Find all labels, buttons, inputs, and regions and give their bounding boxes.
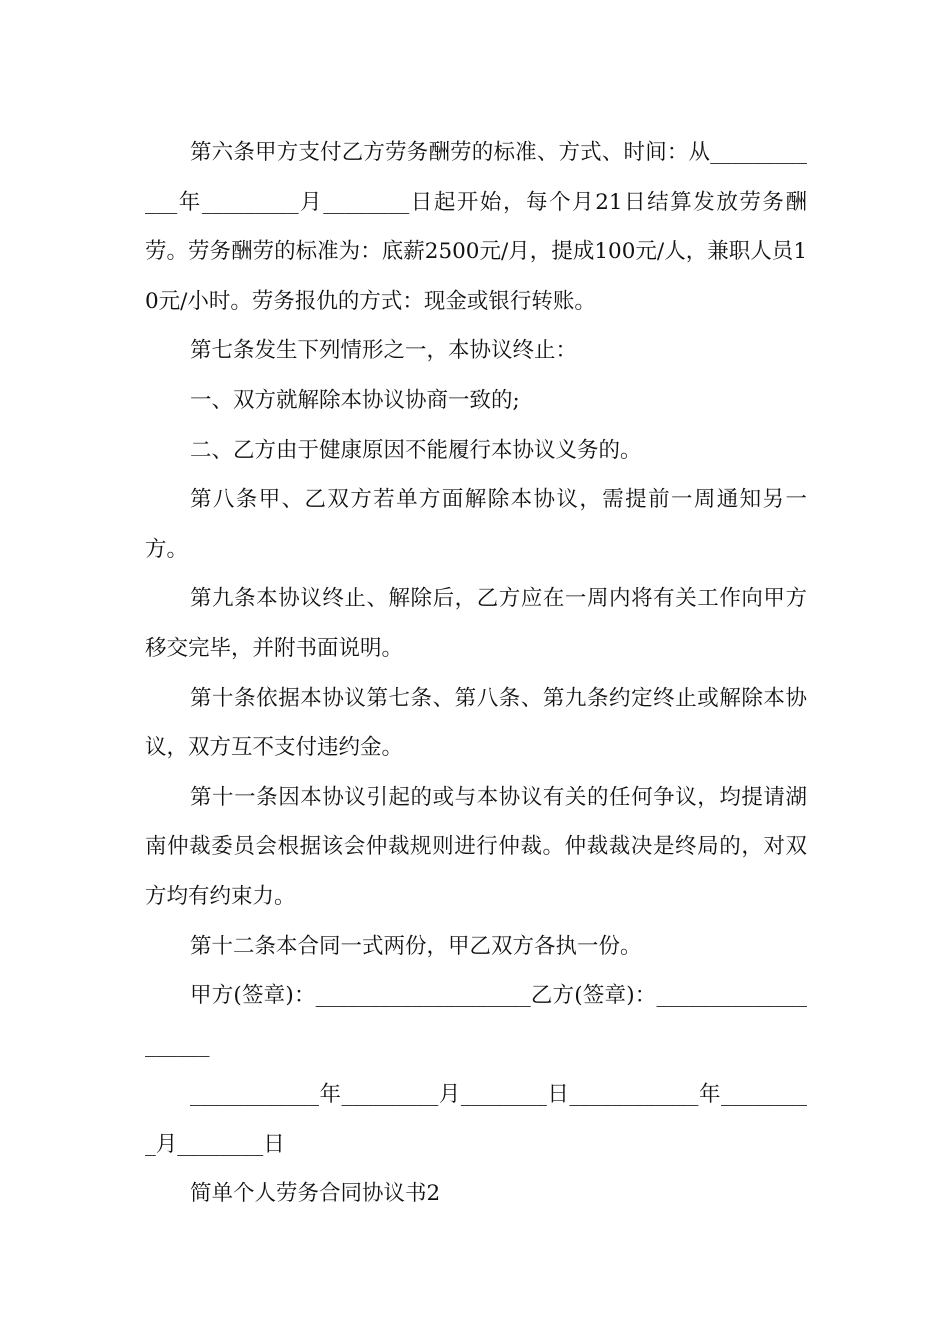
signature-line: 甲方(签章)：____________________乙方(签章)：____________________ <box>145 983 807 1058</box>
paragraph-article-10: 第十条依据本协议第七条、第八条、第九条约定终止或解除本协议，双方互不支付违约金。 <box>145 685 807 761</box>
document-body <box>145 128 807 1219</box>
paragraph-article-7: 第七条发生下列情形之一，本协议终止： <box>190 338 578 364</box>
paragraph-article-6: 第六条甲方支付乙方劳务酬劳的标准、方式、时间：从____________年_________月________日起开始，每个月21日结算发放劳务酬劳。劳务酬劳的标准为：底薪2500元/月，提成100元/人，兼职人员10元/小时。劳务报仇的方式：现金或银行转账。 <box>145 140 807 314</box>
date-line: ____________年_________月________日____________年_________月________日 <box>145 1082 807 1157</box>
paragraph-article-12: 第十二条本合同一式两份，甲乙双方各执一份。 <box>190 933 642 959</box>
paragraph-article-9: 第九条本协议终止、解除后，乙方应在一周内将有关工作向甲方移交完毕，并附书面说明。 <box>145 586 807 661</box>
paragraph-article-7-item-1: 一、双方就解除本协议协商一致的; <box>190 387 520 413</box>
paragraph-article-11: 第十一条因本协议引起的或与本协议有关的任何争议，均提请湖南仲裁委员会根据该会仲裁规则进行仲裁。仲裁裁决是终局的，对双方均有约束力。 <box>145 784 807 909</box>
paragraph-article-8: 第八条甲、乙双方若单方面解除本协议，需提前一周通知另一方。 <box>145 487 807 562</box>
paragraph-article-7-item-2: 二、乙方由于健康原因不能履行本协议义务的。 <box>190 437 642 463</box>
section-title: 简单个人劳务合同协议书2 <box>190 1181 441 1207</box>
